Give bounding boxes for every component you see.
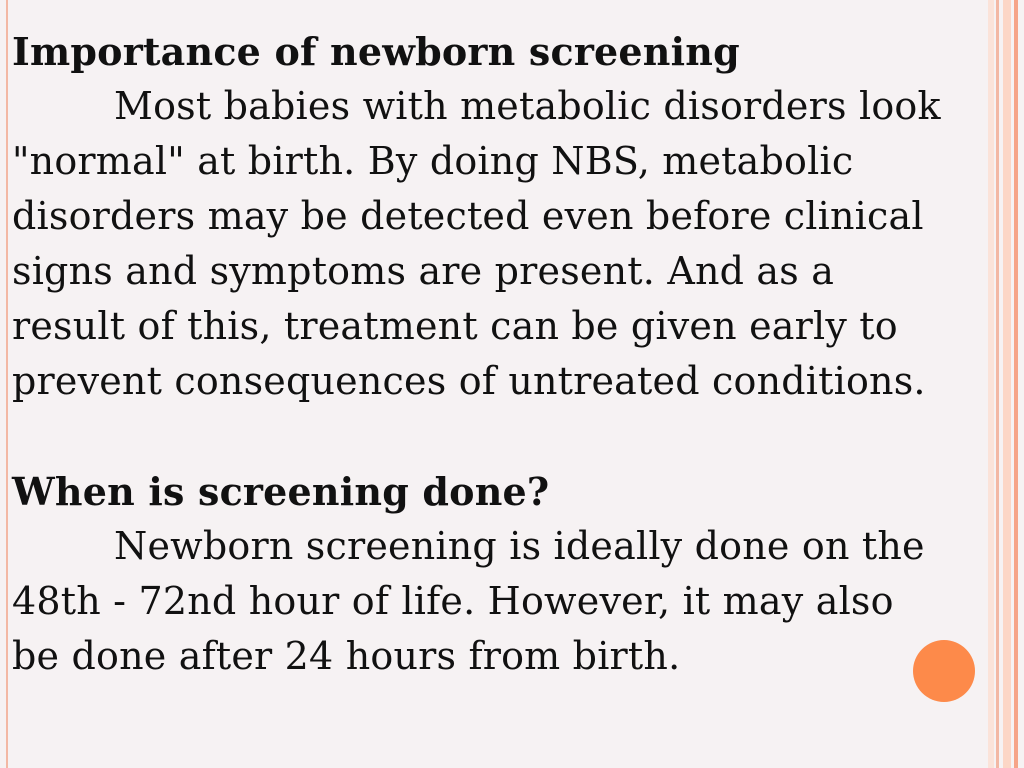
spacer bbox=[12, 409, 992, 464]
paragraph-line: "normal" at birth. By doing NBS, metabolic bbox=[12, 139, 854, 183]
paragraph-line: result of this, treatment can be given early to bbox=[12, 304, 898, 348]
right-border-band bbox=[1003, 0, 1011, 768]
right-border-band bbox=[996, 0, 999, 768]
section-heading-when: When is screening done? bbox=[12, 469, 550, 514]
paragraph-line: Most babies with metabolic disorders look bbox=[114, 84, 941, 128]
left-border-rule bbox=[6, 0, 8, 768]
paragraph-line: signs and symptoms are present. And as a bbox=[12, 249, 835, 293]
section-heading-importance: Importance of newborn screening bbox=[12, 29, 740, 74]
orange-circle-decoration bbox=[913, 640, 975, 702]
paragraph-line: Newborn screening is ideally done on the bbox=[114, 524, 925, 568]
slide-content bbox=[12, 24, 992, 684]
right-border-band bbox=[1014, 0, 1018, 768]
paragraph-line: 48th - 72nd hour of life. However, it may also bbox=[12, 579, 894, 623]
paragraph-line: prevent consequences of untreated conditions. bbox=[12, 359, 926, 403]
paragraph-line: be done after 24 hours from birth. bbox=[12, 634, 681, 678]
paragraph-line: disorders may be detected even before clinical bbox=[12, 194, 924, 238]
